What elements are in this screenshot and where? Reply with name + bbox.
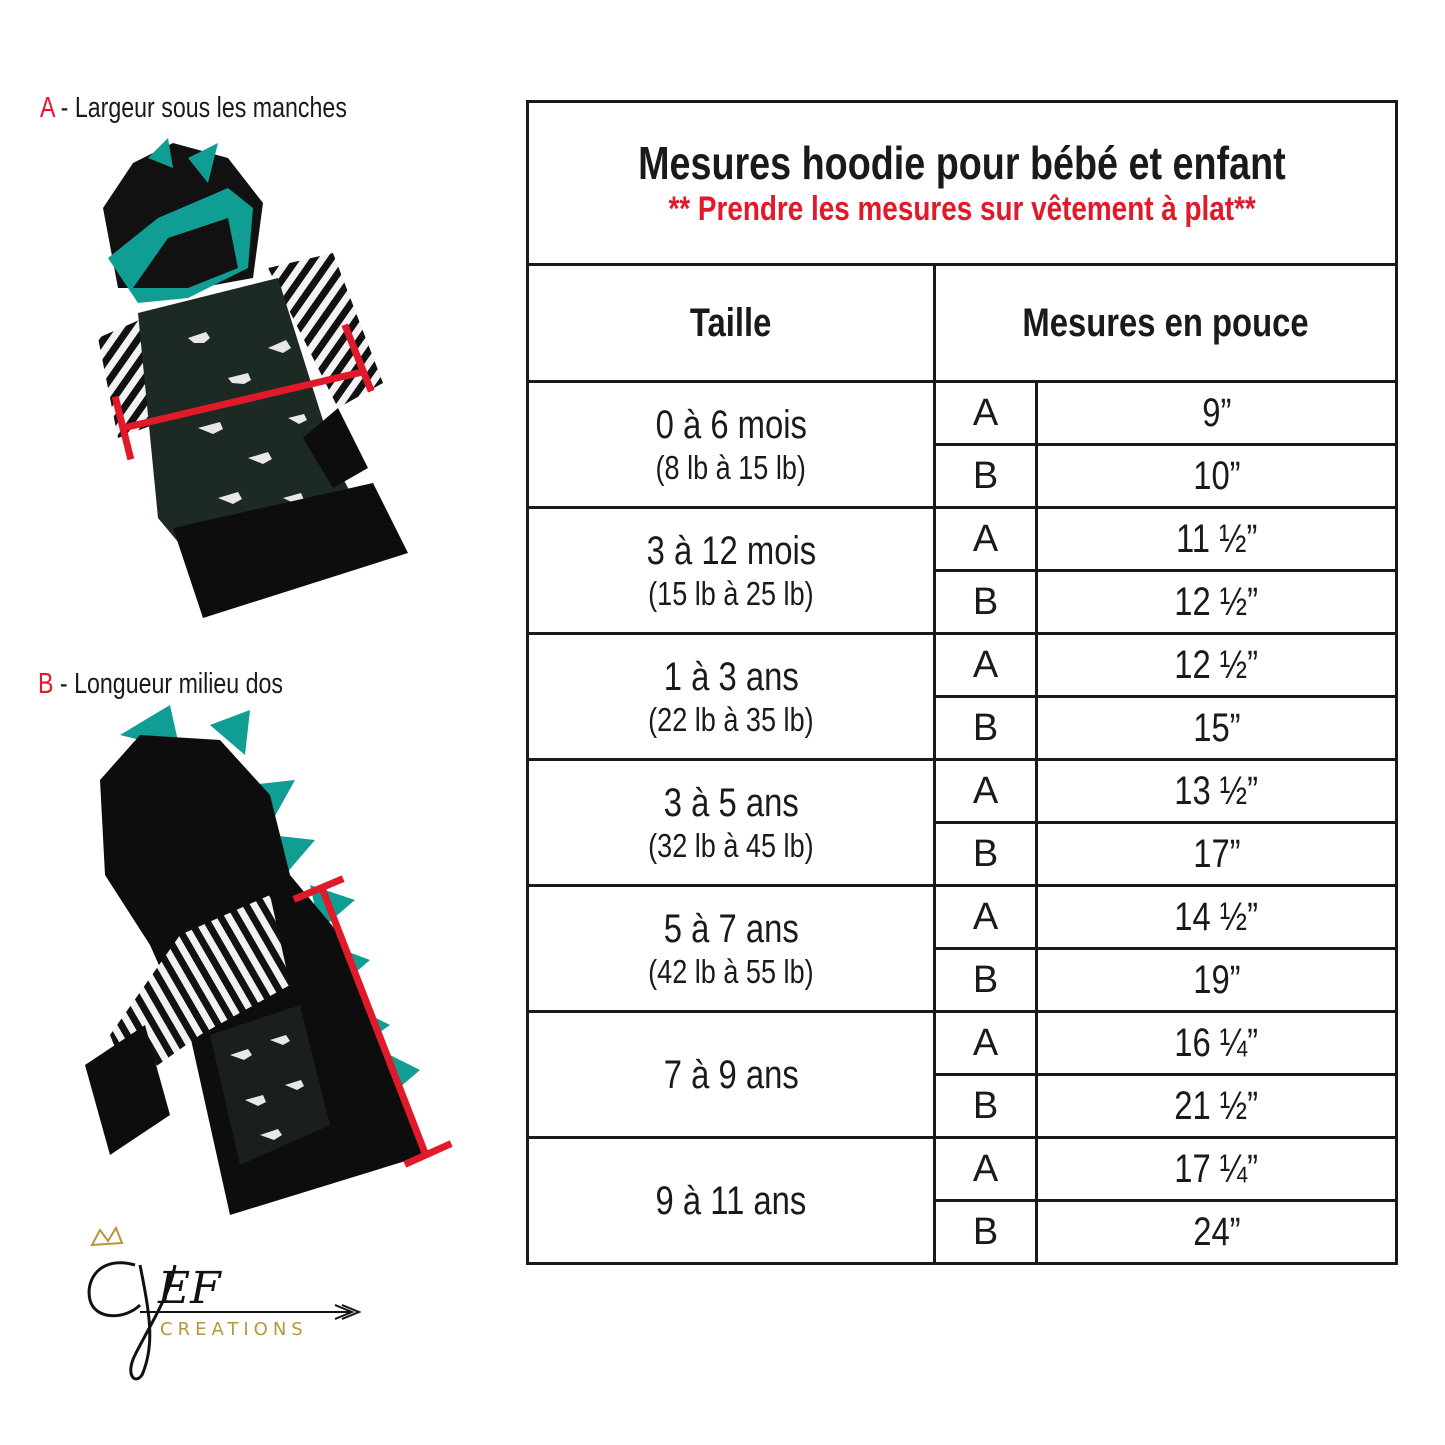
table-title: Mesures hoodie pour bébé et enfant	[638, 137, 1286, 189]
weight-label: (42 lb à 55 lb)	[648, 952, 814, 990]
measure-letter: B	[935, 1201, 1037, 1264]
size-cell	[528, 1012, 935, 1138]
measure-letter: A	[935, 1138, 1037, 1201]
measure-value: 12 ½”	[1037, 634, 1397, 697]
size-cell	[528, 634, 935, 760]
size-table	[526, 100, 1398, 1265]
measure-value: 11 ½”	[1037, 508, 1397, 571]
measure-value: 24”	[1037, 1201, 1397, 1264]
size-label: 3 à 12 mois	[646, 528, 816, 573]
measure-letter: B	[935, 949, 1037, 1012]
measure-letter: B	[935, 445, 1037, 508]
label-a-text: - Largeur sous les manches	[54, 92, 347, 124]
header-size-cell	[528, 265, 935, 382]
measure-letter: B	[935, 1075, 1037, 1138]
measure-value: 21 ½”	[1037, 1075, 1397, 1138]
measure-value: 17”	[1037, 823, 1397, 886]
table-row	[528, 508, 1397, 571]
label-b	[38, 668, 344, 701]
svg-text:EF: EF	[158, 1263, 221, 1314]
measure-value: 15”	[1037, 697, 1397, 760]
size-cell	[528, 1138, 935, 1264]
measure-value: 16 ¼”	[1037, 1012, 1397, 1075]
header-measures: Mesures en pouce	[1022, 300, 1309, 345]
measure-value: 13 ½”	[1037, 760, 1397, 823]
hoodie-a-illustration	[78, 138, 428, 628]
header-measures-cell	[935, 265, 1397, 382]
table-title-cell	[528, 102, 1397, 265]
size-cell	[528, 382, 935, 508]
table-row	[528, 1138, 1397, 1201]
label-b-letter: B	[38, 668, 54, 700]
measure-letter: B	[935, 697, 1037, 760]
chef-creations-logo	[80, 1225, 370, 1385]
measure-letter: B	[935, 571, 1037, 634]
weight-label: (8 lb à 15 lb)	[655, 448, 807, 486]
measure-letter: A	[935, 634, 1037, 697]
table-row	[528, 1012, 1397, 1075]
table-subtitle: ** Prendre les mesures sur vêtement à plat**	[668, 190, 1256, 228]
size-cell	[528, 886, 935, 1012]
size-label: 7 à 9 ans	[663, 1052, 799, 1097]
size-cell	[528, 760, 935, 886]
header-size: Taille	[690, 300, 772, 345]
weight-label: (32 lb à 45 lb)	[648, 826, 814, 864]
size-label: 3 à 5 ans	[663, 780, 799, 825]
measure-letter: B	[935, 823, 1037, 886]
table-row	[528, 382, 1397, 445]
label-a	[40, 92, 424, 125]
measure-value: 10”	[1037, 445, 1397, 508]
table-row	[528, 634, 1397, 697]
logo-subtitle: CREATIONS	[160, 1319, 308, 1340]
size-label: 5 à 7 ans	[663, 906, 799, 951]
table-row	[528, 886, 1397, 949]
measure-letter: A	[935, 886, 1037, 949]
size-label: 9 à 11 ans	[655, 1178, 807, 1223]
size-cell	[528, 508, 935, 634]
weight-label: (22 lb à 35 lb)	[648, 700, 814, 738]
weight-label: (15 lb à 25 lb)	[648, 574, 814, 612]
size-label: 0 à 6 mois	[655, 402, 807, 447]
measure-letter: A	[935, 1012, 1037, 1075]
measure-letter: A	[935, 382, 1037, 445]
measure-value: 9”	[1037, 382, 1397, 445]
measure-value: 12 ½”	[1037, 571, 1397, 634]
label-a-letter: A	[40, 92, 55, 124]
measure-value: 17 ¼”	[1037, 1138, 1397, 1201]
measure-value: 14 ½”	[1037, 886, 1397, 949]
measure-letter: A	[935, 508, 1037, 571]
label-b-text: - Longueur milieu dos	[53, 668, 284, 700]
table-row	[528, 760, 1397, 823]
table-header-row	[528, 265, 1397, 382]
size-label: 1 à 3 ans	[663, 654, 799, 699]
table-title-row	[528, 102, 1397, 265]
hoodie-b-illustration	[70, 705, 470, 1225]
measure-letter: A	[935, 760, 1037, 823]
measure-value: 19”	[1037, 949, 1397, 1012]
